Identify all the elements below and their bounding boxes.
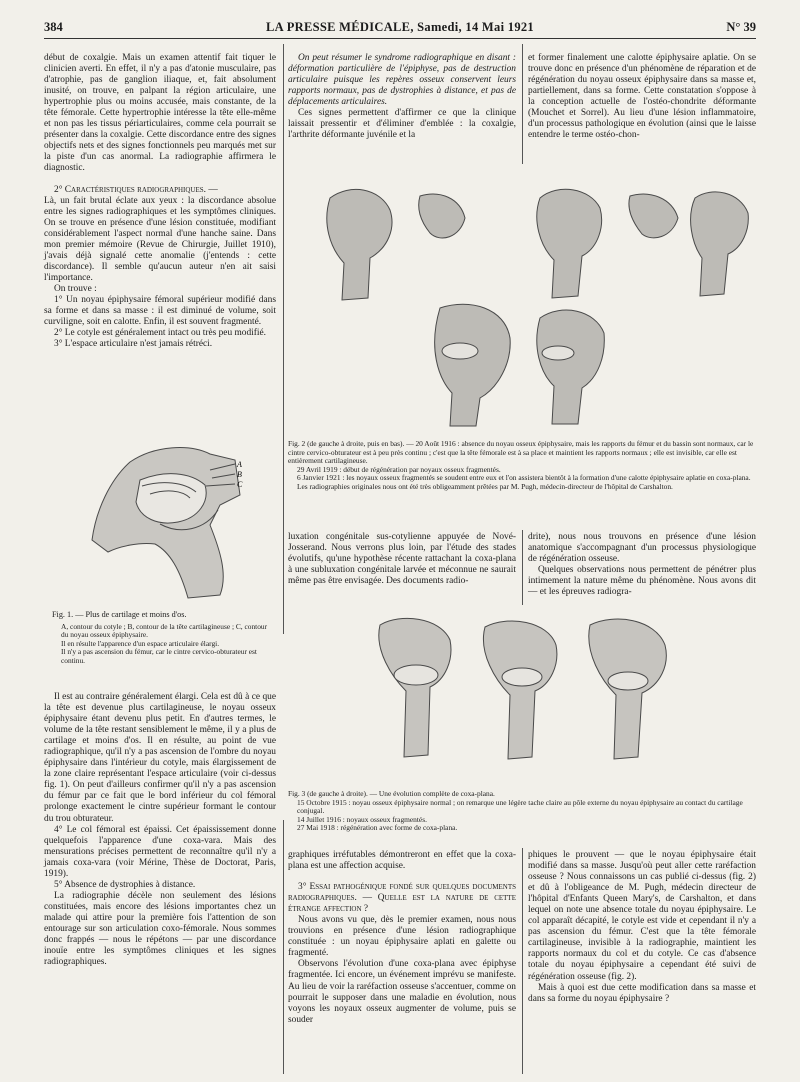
column-separator bbox=[522, 44, 523, 164]
radiograph-1 bbox=[379, 618, 451, 757]
radiograph-3 bbox=[589, 619, 666, 759]
caption-title: Fig. 3 (de gauche à droite). — Une évolution complète de coxa-plana. bbox=[288, 789, 495, 798]
paragraph: phiques le prouvent — que le noyau épiphysaire était modifié dans sa masse. Jusqu'où peut aller cette raréfaction osseuse ? Nous connaissons un cas publié ci-dessus (fig. 2) et dû à l'obligeance de M. Pugh, médecin directeur de l'hôpital d'Enfants Queen Mary's, de Carshalton, et dans lequel on note une absence totale du noyau épiphysaire. Le col apparaît décapité, le cotyle est vide et cependant il n'y a pas ascension du fémur. C'est que la tête fémorale cartilagineuse, invisible à la radiographie, maintient les rapports normaux du col et du cotyle. Ce cas d'absence totale du noyau épiphysaire a cependant été suivi de régénération osseuse (fig. 2). bbox=[528, 850, 756, 982]
caption-title: Fig. 1. — Plus de cartilage et moins d'os. bbox=[52, 610, 187, 619]
caption-line: Il en résulte l'apparence d'un espace articulaire élargi. bbox=[61, 638, 220, 648]
list-item: 2° Le cotyle est généralement intact ou très peu modifié. bbox=[54, 328, 267, 339]
figure-1-hip-diagram bbox=[70, 440, 270, 600]
caption-line: 14 Juillet 1916 : noyaux osseux fragmentés. bbox=[297, 814, 427, 824]
bottom-right-text bbox=[528, 850, 756, 1005]
radiograph-1 bbox=[327, 189, 465, 300]
figure-2-radiographs bbox=[300, 168, 755, 430]
caption-line: 6 Janvier 1921 : les noyaux osseux fragmentés se soudent entre eux et l'on assistera bientôt à la formation d'une calotte épiphysaire aplatie en coxa-plana. bbox=[297, 473, 751, 483]
figure-2-caption bbox=[288, 440, 756, 492]
caption-line: Les radiographies originales nous ont été très obligeamment prêtées par M. Pugh, médecin-directeur de l'hôpital de Carshalton. bbox=[297, 481, 673, 491]
paragraph: Quelques observations nous permettent de pénétrer plus intimement la nature même du phénomène. Nous avons dit — et les épreuves radiogra- bbox=[528, 565, 756, 598]
page-number: 384 bbox=[44, 20, 63, 34]
paragraph: 5° Absence de dystrophies à distance. bbox=[54, 879, 196, 890]
column-1-lower bbox=[44, 692, 276, 968]
paragraph: Mais à quoi est due cette modification dans sa masse et dans sa forme du noyau épiphysaire ? bbox=[528, 982, 756, 1004]
column-separator bbox=[522, 848, 523, 1074]
figure-3-caption bbox=[288, 790, 756, 833]
column-1-upper bbox=[44, 53, 276, 350]
caption-line: 15 Octobre 1915 : noyau osseux épiphysaire normal ; on remarque une légère tache claire au pôle externe du noyau épiphysaire au contact du cartilage conjugal. bbox=[297, 797, 743, 816]
paragraph: Il est au contraire généralement élargi. Cela est dû à ce que la tête est devenue plus cartilagineuse, le noyau osseux épiphysaire étant devenu plus petit. En d'autres termes, le volume de la tête restant sensiblement le même, il y a plus de cartilage et moins d'os. Il en résulte, au point de vue radiographique, qu'il n'y a pas ascension de l'ombre du noyau épiphysaire dans l'intérieur du cotyle, mais élargissement de la zone claire représentant l'espace articulaire (voir ci-dessus fig. 1). On peut d'ailleurs confirmer qu'il n'y a pas ascension du fémur par ce fait que le bord inférieur du col fémoral prolonge exactement le cintre supérieur formant le contour du trou obturateur. bbox=[44, 692, 276, 824]
column-separator bbox=[522, 530, 523, 605]
paragraph: et former finalement une calotte épiphysaire aplatie. On se trouve donc en présence d'un phénomène de réparation et de régénération du noyau osseux épiphysaire dans sa masse et, partiellement, dans sa forme. Cette constatation s'oppose à la conception actuelle de l'ostéo-chondrite déformante (Mouchet et Sorrel). Au lieu d'une lésion inflammatoire, d'un processus pathologique en évolution (ainsi que le laisse entendre le terme ostéo-chon- bbox=[528, 53, 756, 141]
paragraph: La radiographie décèle non seulement des lésions constituées, mais encore des lésions importantes chez un malade qui attire pour la première fois l'attention de son entourage sur son articulation coxo-fémorale. Nous sommes donc frappés — nous le répétons — par une discordance inouïe entre les symptômes cliniques et les signes radiographiques. bbox=[44, 890, 276, 968]
journal-title: LA PRESSE MÉDICALE, Samedi, 14 Mai 1921 bbox=[266, 20, 534, 34]
paragraph: graphiques irréfutables démontreront en effet que la coxa-plana est une affection acquise. bbox=[288, 850, 516, 872]
figure-1-caption bbox=[52, 611, 276, 666]
figure-3-radiographs bbox=[370, 605, 700, 785]
paragraph: Ces signes permettent d'affirmer ce que la clinique laissait pressentir et d'éliminer d'emblée : la coxalgie, l'arthrite déformante juvénile et la bbox=[288, 108, 516, 141]
middle-left-text bbox=[288, 532, 516, 587]
paragraph: On trouve : bbox=[54, 283, 97, 294]
radiograph-2 bbox=[537, 189, 678, 298]
label-a: A bbox=[237, 460, 242, 469]
paragraph: début de coxalgie. Mais un examen attentif fait tiquer le clinicien averti. En effet, il n'y a pas d'atonie musculaire, pas d'atrophie, pas de ganglion iliaque, et, fait absolument inusité, on trouve, en palpant la région articulaire, une hypertrophie plus ou moins accusée, mais constante, de la tête fémorale. Cette hypertrophie intéresse la tête elle-même et non pas les tissus périarticulaires, comme cela pourrait se présenter dans la coxalgie. Cette discordance entre des signes objectifs nets et des signes fonctionnels peu marqués met sur la piste d'un cas anormal. La radiographie affirmera le diagnostic. bbox=[44, 53, 276, 174]
section-heading: 2° Caractéristiques radiographiques. — bbox=[54, 184, 218, 195]
radiograph-4 bbox=[435, 304, 511, 426]
label-c: C bbox=[237, 480, 243, 489]
list-item: 3° L'espace articulaire n'est jamais rétréci. bbox=[54, 339, 213, 350]
bottom-left-text bbox=[288, 850, 516, 1026]
column-separator bbox=[283, 820, 284, 1074]
column-separator bbox=[283, 44, 284, 634]
middle-right-text bbox=[528, 532, 756, 598]
radiograph-2 bbox=[483, 621, 556, 759]
running-header bbox=[44, 20, 756, 36]
header-rule bbox=[44, 38, 756, 39]
caption-line: Il n'y a pas ascension du fémur, car le cintre cervico-obturateur est continu. bbox=[61, 647, 257, 665]
caption-title: Fig. 2 (de gauche à droite, puis en bas). — 20 Août 1916 : absence du noyau osseux épiphysaire, mais les rapports du fémur et du bassin sont normaux, car le cintre cervico-obturateur est à peu près continu ; c'est que la tête fémorale est à sa place et maintient les rapports normaux ; elle est invisible, car elle est entièrement cartilagineuse. bbox=[288, 439, 754, 466]
paragraph: drite), nous nous trouvons en présence d'une lésion anatomique s'accompagnant d'un processus physiologique de régénération osseuse. bbox=[528, 532, 756, 565]
list-item: 1° Un noyau épiphysaire fémoral supérieur modifié dans sa forme et dans sa masse : il est diminué de volume, soit curviligne, soit en calotte. Enfin, il est souvent fragmenté. bbox=[44, 294, 276, 328]
paragraph: On peut résumer le syndrome radiographique en disant : déformation particulière de l'épiphyse, pas de destruction articulaire puisque les repères osseux conservent leurs rapports normaux, pas de dystrophies à distance, et pas de déplacements articulaires. bbox=[288, 53, 516, 108]
paragraph: 4° Le col fémoral est épaissi. Cet épaississement donne quelquefois l'apparence d'une coxa-vara. Mais des mensurations précises permettent de reconnaître qu'il n'y a jamais coxa-vara (voir Mérine, Thèse de Doctorat, Paris, 1919). bbox=[44, 824, 276, 879]
paragraph: Observons l'évolution d'une coxa-plana avec épiphyse fragmentée. Ici encore, un événement imprévu se manifeste. Au lieu de voir la raréfaction osseuse s'accentuer, comme on pourrait le supposer dans une maladie en évolution, nous voyons les noyaux osseux augmenter de volume, puis se souder bbox=[288, 959, 516, 1025]
paragraph: Là, un fait brutal éclate aux yeux : la discordance absolue entre les signes radiographiques et les symptômes cliniques. On se trouve en présence d'une lésion constituée, modifiant considérablement l'aspect normal d'une hanche saine. Dans mon premier mémoire (Revue de Chirurgie, Juillet 1910), j'avais déjà signalé cette anomalie (j'entends : cette discordance). Il semble qu'aucun auteur n'en ait saisi l'importance. bbox=[44, 195, 276, 283]
column-2-upper bbox=[288, 53, 516, 141]
caption-line: A, contour du cotyle ; B, contour de la tête cartilagineuse ; C, contour du noyau osseux épiphysaire. bbox=[61, 621, 268, 640]
paragraph: luxation congénitale sus-cotylienne appuyée de Nové-Josserand. Nous verrons plus loin, par l'étude des stades évolutifs, qu'une hypothèse récente rattachant la coxa-plana à une subluxation congénitale larvée et méconnue ne saurait même pas être envisagée. Des documents radio- bbox=[288, 532, 516, 587]
label-b: B bbox=[237, 470, 242, 479]
caption-line: 29 Avril 1919 : début de régénération par noyaux osseux fragmentés. bbox=[297, 464, 501, 474]
radiograph-5 bbox=[537, 310, 604, 424]
issue-number: N° 39 bbox=[726, 20, 756, 34]
paragraph: Nous avons vu que, dès le premier examen, nous nous trouvions en présence d'une lésion radiographique constituée : un noyau épiphysaire aplati en galette ou fragmenté. bbox=[288, 915, 516, 959]
section-heading: 3° Essai pathogénique fondé sur quelques documents radiographiques. — Quelle est la nature de cette étrange affection ? bbox=[288, 882, 516, 915]
column-3-upper bbox=[528, 53, 756, 141]
caption-line: 27 Mai 1918 : régénération avec forme de coxa-plana. bbox=[297, 823, 458, 833]
radiograph-3 bbox=[691, 192, 749, 296]
